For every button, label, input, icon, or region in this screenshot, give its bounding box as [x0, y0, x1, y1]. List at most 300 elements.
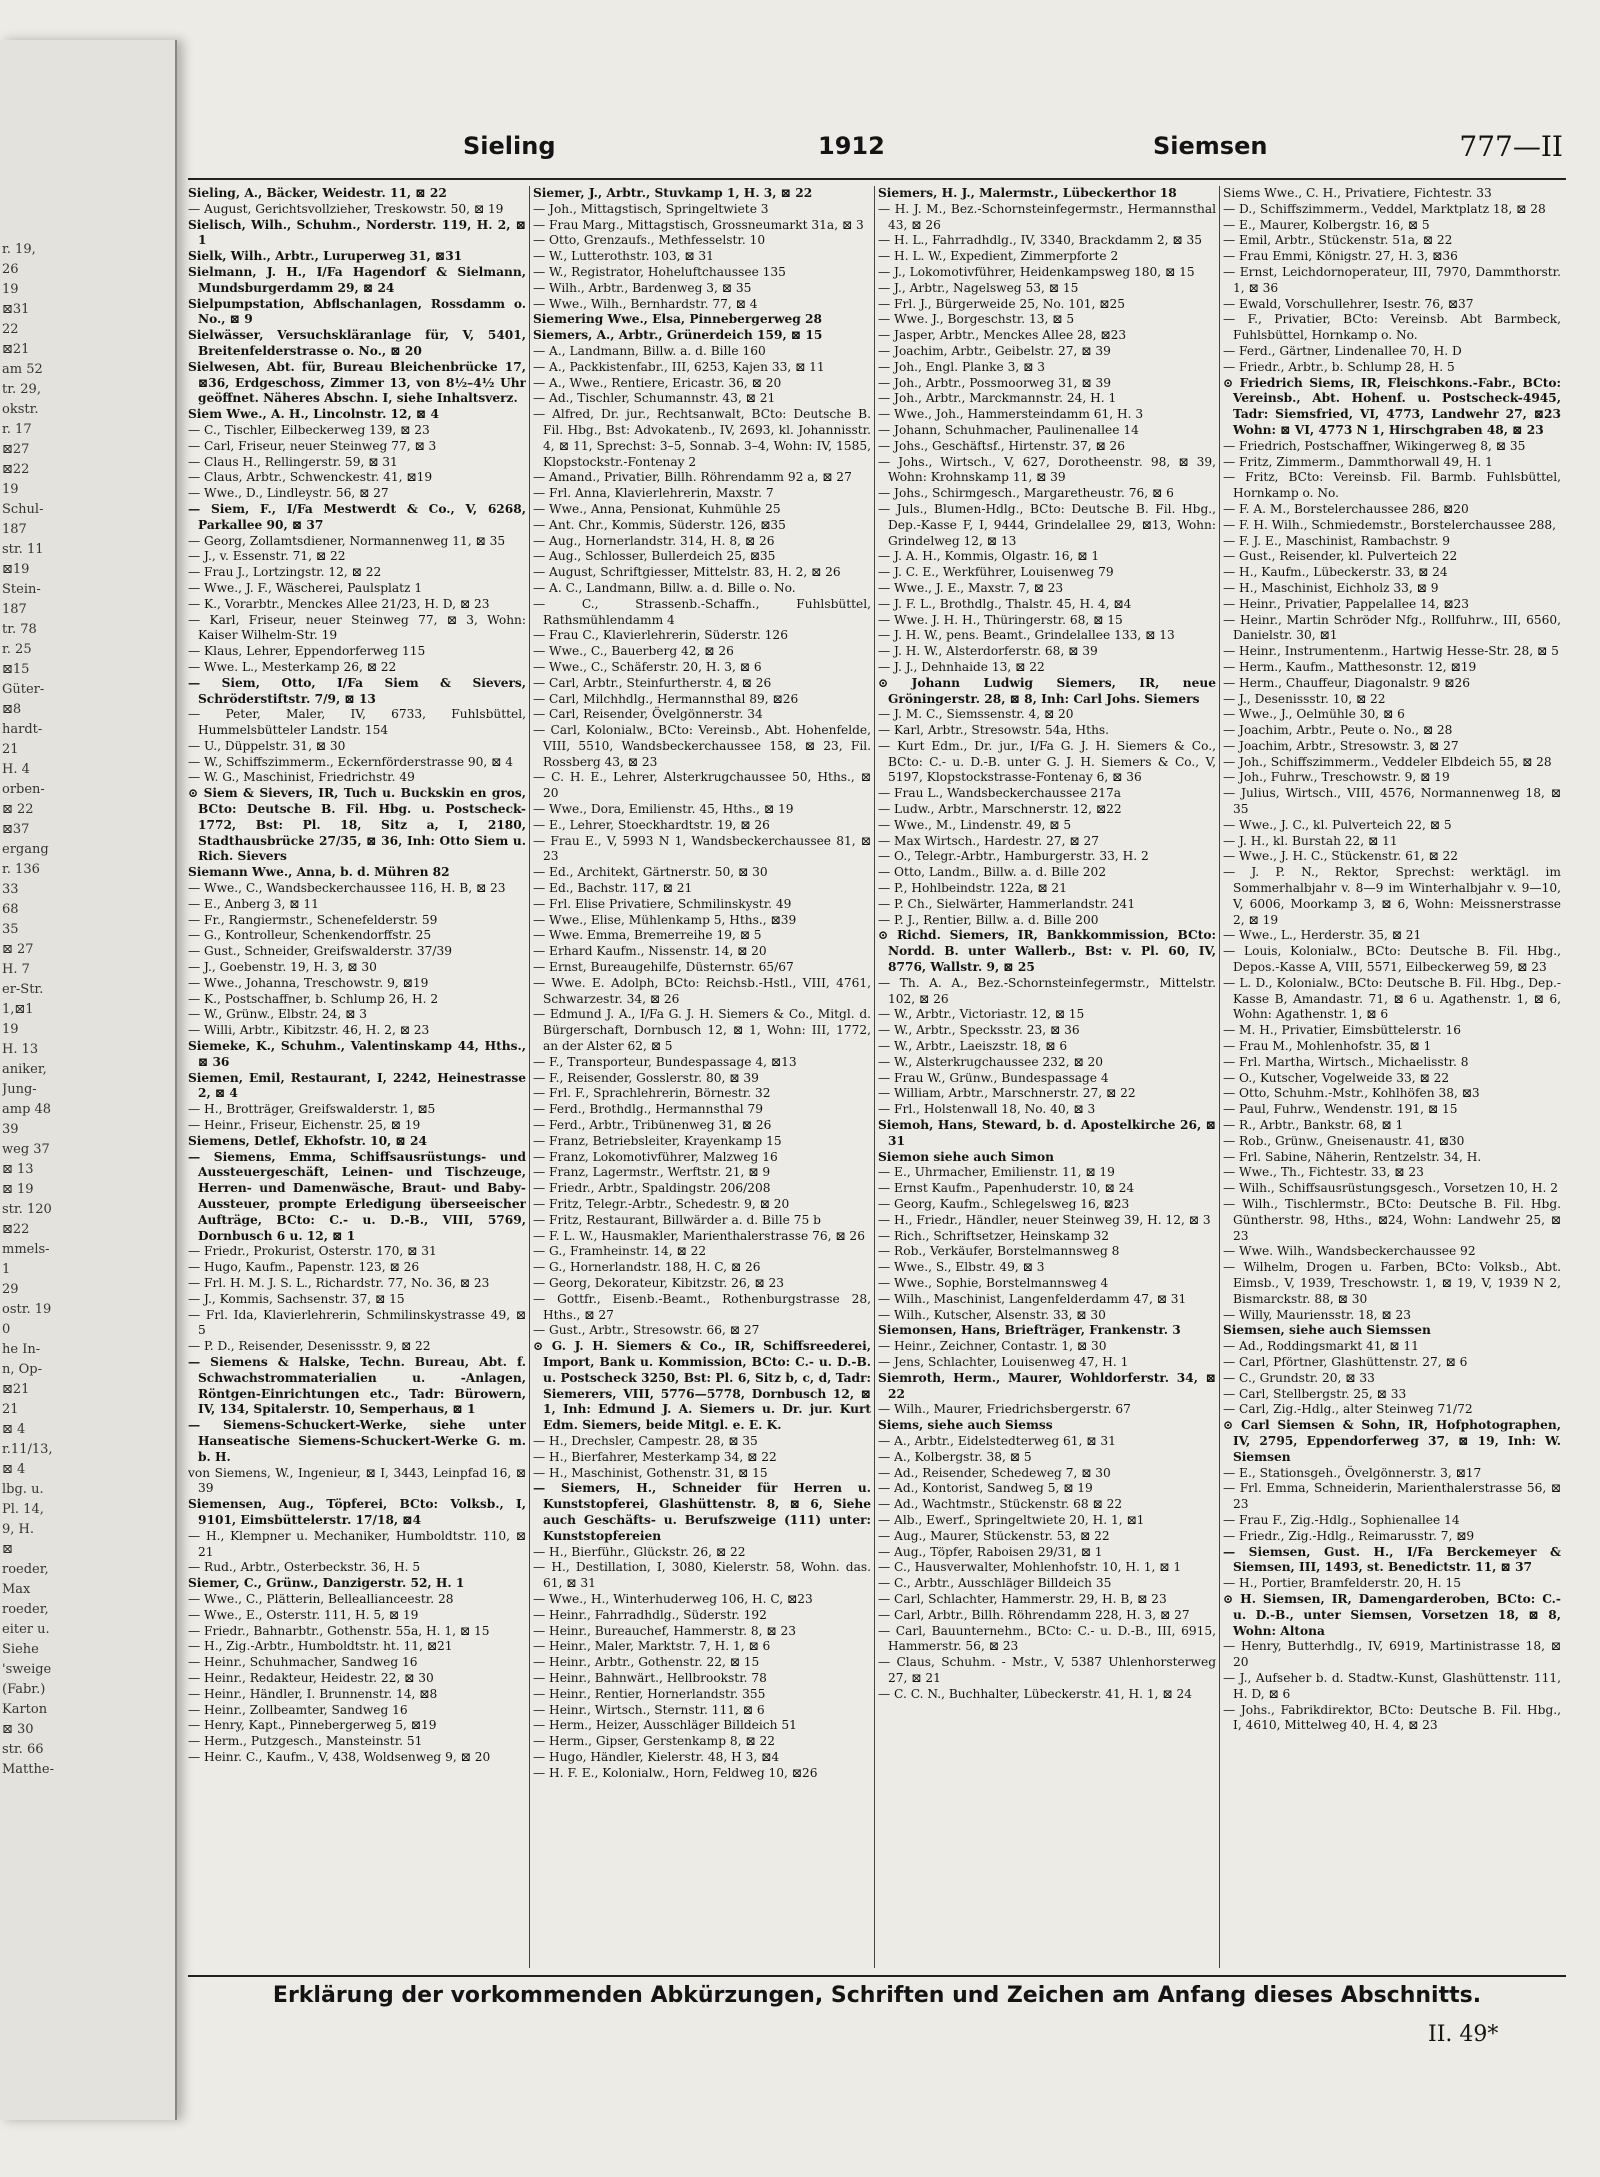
directory-entry: — G., Framheinstr. 14, ⊠ 22 — [533, 1244, 707, 1259]
directory-entry: — Frl. J., Bürgerweide 25, No. 101, ⊠25 — [878, 296, 1125, 311]
gutter-fragment: ⊠ — [2, 1542, 13, 1557]
directory-entry: — Wwe., Th., Fichtestr. 33, ⊠ 23 — [1223, 1165, 1424, 1180]
directory-entry: — J. A. H., Kommis, Olgastr. 16, ⊠ 1 — [878, 549, 1100, 564]
directory-entry: — J. M. C., Siemssenstr. 4, ⊠ 20 — [878, 707, 1074, 722]
directory-entry: — A., Packkistenfabr., III, 6253, Kajen 33, ⊠ 11 — [533, 359, 825, 374]
directory-entry: Siemon siehe auch Simon — [878, 1149, 1055, 1164]
directory-entry: — Siemens & Halske, Techn. Bureau, Abt. f. Schwachstrommaterialien u. -Anlagen, Röntgen-Einrichtungen etc., Tadr: Bürowern, IV, 134, Spitalerstr. 10, Semperhaus, ⊠ 1 — [188, 1354, 526, 1417]
directory-entry: — Heinr., Zollbeamter, Sandweg 16 — [188, 1702, 408, 1717]
gutter-fragment: Siehe — [2, 1642, 39, 1657]
directory-entry: — Ludw., Arbtr., Marschnerstr. 12, ⊠22 — [878, 802, 1122, 817]
gutter-fragment: 33 — [2, 882, 19, 897]
directory-entry: — Carl, Kolonialw., BCto: Vereinsb., Abt. Hohenfelde, VIII, 5510, Wandsbeckerchaussee 158, ⊠ 23, Fil. Rossberg 43, ⊠ 23 — [533, 723, 871, 769]
directory-entry: — Carl, Zig.-Hdlg., alter Steinweg 71/72 — [1223, 1402, 1473, 1417]
directory-entry: — Wwe., D., Lindleystr. 56, ⊠ 27 — [188, 486, 389, 501]
directory-entry: — Louis, Kolonialw., BCto: Deutsche B. Fil. Hbg., Depos.-Kasse A, VIII, 5571, Eilbeckerweg 59, ⊠ 23 — [1223, 944, 1561, 975]
gutter-fragment: r.11/13, — [2, 1442, 53, 1457]
gutter-fragment: r. 17 — [2, 422, 32, 437]
gutter-fragment: tr. 29, — [2, 382, 41, 397]
gutter-fragment: ostr. 19 — [2, 1302, 52, 1317]
directory-entry: — Frl., Holstenwall 18, No. 40, ⊠ 3 — [878, 1102, 1096, 1117]
gutter-fragment: Matthe- — [2, 1762, 54, 1777]
directory-entry: — Heinr. C., Kaufm., V, 438, Woldsenweg 9, ⊠ 20 — [188, 1749, 491, 1764]
directory-entry: — Heinr., Redakteur, Heidestr. 22, ⊠ 30 — [188, 1670, 434, 1685]
directory-entry: — Wwe., L., Herderstr. 35, ⊠ 21 — [1223, 928, 1422, 943]
directory-entry: ⊙ G. J. H. Siemers & Co., IR, Schiffsreederei, Import, Bank u. Kommission, BCto: C.- u. D.-B. u. Postscheck 3250, Bst: Pl. 6, Sitz b, c, d, Tadr: Siemerers, VIII, 5776—5778, Dornbusch 12, ⊠ 1, Inh: Edmund J. A. Siemers u. Dr. jur. Kurt Edm. Siemers, beide Mitgl. e. E. K. — [533, 1339, 871, 1433]
directory-entry: — H. F. E., Kolonialw., Horn, Feldweg 10, ⊠26 — [533, 1765, 818, 1780]
directory-entry: — Siemsen, Gust. H., I/Fa Berckemeyer & Siemsen, III, 1493, st. Benedictstr. 11, ⊠ 37 — [1223, 1544, 1561, 1575]
column-divider — [874, 186, 875, 1968]
directory-entry: — L. D., Kolonialw., BCto: Deutsche B. Fil. Hbg., Dep.-Kasse B, Amandastr. 71, ⊠ 6 u. Agathenstr. 1, ⊠ 6, Wohn: Agathenstr. 1, ⊠ 6 — [1223, 975, 1561, 1022]
gutter-fragment: roeder, — [2, 1602, 49, 1617]
directory-entry: — Frau L., Wandsbeckerchaussee 217a — [878, 786, 1122, 801]
page-header — [188, 132, 1563, 166]
directory-entry: — W., Arbtr., Laeiszstr. 18, ⊠ 6 — [878, 1039, 1068, 1054]
directory-entry: — A., Arbtr., Eidelstedterweg 61, ⊠ 31 — [878, 1433, 1116, 1448]
directory-entry: — Rud., Arbtr., Osterbeckstr. 36, H. 5 — [188, 1560, 421, 1575]
directory-entry: — Willi, Arbtr., Kibitzstr. 46, H. 2, ⊠ 23 — [188, 1023, 430, 1038]
directory-entry: — Carl, Reisender, Övelgönnerstr. 34 — [533, 707, 763, 722]
gutter-fragment: 1,⊠1 — [2, 1002, 34, 1017]
gutter-fragment: ⊠21 — [2, 342, 30, 357]
directory-entry: — Emil, Arbtr., Stückenstr. 51a, ⊠ 22 — [1223, 233, 1453, 248]
gutter-fragment: r. 25 — [2, 642, 32, 657]
directory-entry: — Claus H., Rellingerstr. 59, ⊠ 31 — [188, 454, 398, 469]
directory-entry: — Carl, Milchhdlg., Hermannsthal 89, ⊠26 — [533, 691, 799, 706]
directory-entry: — H. J. M., Bez.-Schornsteinfegermstr., Hermannsthal 43, ⊠ 26 — [878, 201, 1216, 232]
gutter-fragment: roeder, — [2, 1562, 49, 1577]
directory-entry: — Friedr., Bahnarbtr., Gothenstr. 55a, H. 1, ⊠ 15 — [188, 1623, 490, 1638]
directory-entry: — J., Lokomotivführer, Heidenkampsweg 180, ⊠ 15 — [878, 264, 1195, 279]
directory-entry: — F. L. W., Hausmakler, Marienthalerstrasse 76, ⊠ 26 — [533, 1228, 865, 1243]
header-last-entry: Siemsen — [1153, 132, 1268, 160]
directory-entry: — Wilh., Arbtr., Bardenweg 3, ⊠ 35 — [533, 280, 752, 295]
directory-entry: — J., Arbtr., Nagelsweg 53, ⊠ 15 — [878, 280, 1079, 295]
directory-entry: — Wwe., Joh., Hammersteindamm 61, H. 3 — [878, 407, 1144, 422]
directory-entry: — Ewald, Vorschullehrer, Isestr. 76, ⊠37 — [1223, 296, 1474, 311]
directory-entry: — J. C. E., Werkführer, Louisenweg 79 — [878, 565, 1114, 580]
gutter-fragment: ⊠ 13 — [2, 1162, 34, 1177]
directory-entry: — Gust., Arbtr., Stresowstr. 66, ⊠ 27 — [533, 1323, 760, 1338]
directory-entry: — Wwe. Emma, Bremerreihe 19, ⊠ 5 — [533, 928, 762, 943]
directory-entry: Siemoh, Hans, Steward, b. d. Apostelkirche 26, ⊠ 31 — [878, 1118, 1216, 1148]
directory-entry: — Henry, Kapt., Pinnebergerweg 5, ⊠19 — [188, 1718, 437, 1733]
directory-entry: — G., Hornerlandstr. 188, H. C, ⊠ 26 — [533, 1260, 761, 1275]
directory-entry: ⊙ Richd. Siemers, IR, Bankkommission, BCto: Nordd. B. unter Wallerb., Bst: v. Pl. 60, IV, 8776, Wallstr. 9, ⊠ 25 — [878, 928, 1216, 975]
directory-entry: — Siem, Otto, I/Fa Siem & Sievers, Schröderstiftstr. 7/9, ⊠ 13 — [188, 675, 526, 706]
directory-entry: Siemonsen, Hans, Briefträger, Frankenstr. 3 — [878, 1323, 1181, 1338]
directory-entry: — Ant. Chr., Kommis, Süderstr. 126, ⊠35 — [533, 517, 786, 532]
directory-entry: — Ed., Bachstr. 117, ⊠ 21 — [533, 881, 693, 896]
directory-entry: — Klaus, Lehrer, Eppendorferweg 115 — [188, 644, 426, 659]
directory-entry: — Frau W., Grünw., Bundespassage 4 — [878, 1070, 1109, 1085]
directory-entry: — Franz, Betriebsleiter, Krayenkamp 15 — [533, 1133, 782, 1148]
directory-entry: — Wwe., J. H. C., Stückenstr. 61, ⊠ 22 — [1223, 849, 1459, 864]
directory-entry: — Otto, Grenzaufs., Methfesselstr. 10 — [533, 233, 766, 248]
directory-entry: — C., Arbtr., Ausschläger Billdeich 35 — [878, 1576, 1112, 1591]
gutter-fragment: ⊠37 — [2, 822, 30, 837]
gutter-fragment: 187 — [2, 522, 27, 537]
directory-entry: — Franz, Lagermstr., Werftstr. 21, ⊠ 9 — [533, 1165, 771, 1180]
directory-entry: — Wwe. E. Adolph, BCto: Reichsb.-Hstl., VIII, 4761, Schwarzestr. 34, ⊠ 26 — [533, 975, 871, 1006]
gutter-fragment: 9, H. — [2, 1522, 35, 1537]
directory-entry: — H., Brotträger, Greifswalderstr. 1, ⊠5 — [188, 1102, 436, 1117]
directory-entry: — Georg, Zollamtsdiener, Normannenweg 11, ⊠ 35 — [188, 533, 506, 548]
directory-entry: — Heinr., Schuhmacher, Sandweg 16 — [188, 1655, 418, 1670]
directory-entry: — Frl. Martha, Wirtsch., Michaelisstr. 8 — [1223, 1054, 1469, 1069]
directory-entry: — F., Transporteur, Bundespassage 4, ⊠13 — [533, 1054, 797, 1069]
directory-entry: — Willy, Mauriensstr. 18, ⊠ 23 — [1223, 1307, 1411, 1322]
directory-entry: — Heinr., Bahnwärt., Hellbrookstr. 78 — [533, 1670, 767, 1685]
directory-entry: — H., Drechsler, Campestr. 28, ⊠ 35 — [533, 1433, 758, 1448]
directory-entry: Sielk, Wilh., Arbtr., Luruperweg 31, ⊠31 — [188, 249, 463, 264]
directory-entry: — A., Kolbergstr. 38, ⊠ 5 — [878, 1449, 1032, 1464]
directory-entry: — Johs., Fabrikdirektor, BCto: Deutsche B. Fil. Hbg., I, 4610, Mittelweg 40, H. 4, ⊠ 23 — [1223, 1702, 1561, 1733]
gutter-fragment: H. 13 — [2, 1042, 39, 1057]
directory-entry: — Joachim, Arbtr., Geibelstr. 27, ⊠ 39 — [878, 343, 1111, 358]
directory-entry: — Amand., Privatier, Billh. Röhrendamm 92 a, ⊠ 27 — [533, 470, 852, 485]
directory-entry: Siemer, J., Arbtr., Stuvkamp 1, H. 3, ⊠ 22 — [533, 186, 813, 200]
directory-entry: — C., Strassenb.-Schaffn., Fuhlsbüttel, Rathsmühlendamm 4 — [533, 596, 871, 627]
directory-entry: — Heinr., Zeichner, Contastr. 1, ⊠ 30 — [878, 1339, 1107, 1354]
gutter-fragment: str. 120 — [2, 1202, 52, 1217]
directory-entry: — Aug., Hornerlandstr. 314, H. 8, ⊠ 26 — [533, 533, 775, 548]
directory-entry: — J., Kommis, Sachsenstr. 37, ⊠ 15 — [188, 1291, 405, 1306]
directory-entry: — Wwe., Dora, Emilienstr. 45, Hths., ⊠ 19 — [533, 802, 794, 817]
directory-entry: — H., Maschinist, Eichholz 33, ⊠ 9 — [1223, 580, 1439, 595]
directory-entry: — Hugo, Kaufm., Papenstr. 123, ⊠ 26 — [188, 1260, 420, 1275]
directory-entry: — Karl, Arbtr., Stresowstr. 54a, Hths. — [878, 723, 1110, 738]
column-2 — [533, 186, 871, 1968]
directory-entry: — H., Friedr., Händler, neuer Steinweg 39, H. 12, ⊠ 3 — [878, 1212, 1211, 1227]
directory-entry: — Ferd., Gärtner, Lindenallee 70, H. D — [1223, 343, 1462, 358]
directory-entry: — Johs., Wirtsch., V, 627, Dorotheenstr. 98, ⊠ 39, Wohn: Krohnskamp 11, ⊠ 39 — [878, 454, 1216, 485]
directory-entry: — W., Registrator, Hoheluftchaussee 135 — [533, 264, 786, 279]
directory-entry: — Herm., Kaufm., Matthesonstr. 12, ⊠19 — [1223, 659, 1477, 674]
directory-entry: — Herm., Putzgesch., Mansteinstr. 51 — [188, 1734, 423, 1749]
gutter-fragment: Stein- — [2, 582, 41, 597]
directory-entry: — R., Arbtr., Bankstr. 68, ⊠ 1 — [1223, 1118, 1404, 1133]
directory-columns — [188, 186, 1566, 1968]
directory-entry: — Ad., Kontorist, Sandweg 5, ⊠ 19 — [878, 1481, 1093, 1496]
directory-entry: — Wwe., C., Plätterin, Belleallianceestr. 28 — [188, 1591, 454, 1606]
directory-entry: — Joh., Fuhrw., Treschowstr. 9, ⊠ 19 — [1223, 770, 1450, 785]
directory-entry: ⊙ Carl Siemsen & Sohn, IR, Hofphotographen, IV, 2795, Eppendorferweg 37, ⊠ 19, Inh: W. Siemsen — [1223, 1418, 1561, 1464]
directory-entry: — Wilh., Maschinist, Langenfelderdamm 47, ⊠ 31 — [878, 1291, 1187, 1306]
column-divider — [1219, 186, 1220, 1968]
directory-entry: — F. J. E., Maschinist, Rambachstr. 9 — [1223, 533, 1450, 548]
directory-entry: — Frau E., V, 5993 N 1, Wandsbeckerchaussee 81, ⊠ 23 — [533, 833, 871, 864]
gutter-fragment: ⊠8 — [2, 702, 22, 717]
gutter-fragment: Jung- — [2, 1082, 37, 1097]
directory-entry: Siemens, Detlef, Ekhofstr. 10, ⊠ 24 — [188, 1133, 427, 1148]
directory-entry: — August, Gerichtsvollzieher, Treskowstr. 50, ⊠ 19 — [188, 201, 504, 216]
gutter-fragment: ergang — [2, 842, 49, 857]
directory-entry: — F. A. M., Borstelerchaussee 286, ⊠20 — [1223, 501, 1469, 516]
directory-entry: Siemeke, K., Schuhm., Valentinskamp 44, Hths., ⊠ 36 — [188, 1039, 526, 1069]
directory-entry: — Frau Marg., Mittagstisch, Grossneumarkt 31a, ⊠ 3 — [533, 217, 864, 232]
directory-entry: Siemers, H. J., Malermstr., Lübeckerthor 18 — [878, 186, 1177, 200]
directory-entry: — Carl, Arbtr., Billh. Röhrendamm 228, H. 3, ⊠ 27 — [878, 1607, 1190, 1622]
sheet-signature: II. 49* — [1428, 2022, 1499, 2047]
directory-entry: Siemers, A., Arbtr., Grünerdeich 159, ⊠ 15 — [533, 328, 823, 343]
gutter-fragment: 35 — [2, 922, 19, 937]
directory-entry: — Aug., Maurer, Stückenstr. 53, ⊠ 22 — [878, 1528, 1110, 1543]
directory-entry: — Friedr., Prokurist, Osterstr. 170, ⊠ 31 — [188, 1244, 437, 1259]
directory-entry: — K., Postschaffner, b. Schlump 26, H. 2 — [188, 991, 439, 1006]
directory-entry: — Carl, Bauunternehm., BCto: C.- u. D.-B., III, 6915, Hammerstr. 56, ⊠ 23 — [878, 1623, 1216, 1654]
gutter-fragment: er-Str. — [2, 982, 44, 997]
directory-entry: — Heinr., Fahrradhdlg., Süderstr. 192 — [533, 1607, 767, 1622]
gutter-fragment: weg 37 — [2, 1142, 50, 1157]
directory-entry: — Wilh., Maurer, Friedrichsbergerstr. 67 — [878, 1402, 1131, 1417]
directory-entry: — H. L. W., Expedient, Zimmerpforte 2 — [878, 249, 1119, 264]
directory-entry: — Heinr., Maler, Marktstr. 7, H. 1, ⊠ 6 — [533, 1639, 771, 1654]
gutter-fragment: str. 66 — [2, 1742, 44, 1757]
gutter-fragment: ⊠ 30 — [2, 1722, 34, 1737]
header-rule — [188, 178, 1566, 180]
directory-entry: Sielmann, J. H., I/Fa Hagendorf & Sielmann, Mundsburgerdamm 29, ⊠ 24 — [188, 264, 526, 295]
directory-entry: — J. F. L., Brothdlg., Thalstr. 45, H. 4, ⊠4 — [878, 596, 1132, 611]
directory-entry: — Ferd., Brothdlg., Hermannsthal 79 — [533, 1102, 764, 1117]
directory-entry: — H., Portier, Bramfelderstr. 20, H. 15 — [1223, 1576, 1462, 1591]
directory-entry: — P. D., Reisender, Desenissstr. 9, ⊠ 22 — [188, 1339, 431, 1354]
directory-entry: — Carl, Stellbergstr. 25, ⊠ 33 — [1223, 1386, 1407, 1401]
directory-entry: — Max Wirtsch., Hardestr. 27, ⊠ 27 — [878, 833, 1100, 848]
directory-entry: — Hugo, Händler, Kielerstr. 48, H 3, ⊠4 — [533, 1749, 780, 1764]
directory-entry: — Wwe., C., Wandsbeckerchaussee 116, H. B, ⊠ 23 — [188, 881, 506, 896]
directory-entry: Siemer, C., Grünw., Danzigerstr. 52, H. 1 — [188, 1576, 465, 1591]
gutter-fragment: r. 19, — [2, 242, 36, 257]
directory-entry: — Alfred, Dr. jur., Rechtsanwalt, BCto: Deutsche B. Fil. Hbg., Bst: Advokatenb., IV, 2693, kl. Johannisstr. 4, ⊠ 11, Sprechst: 3–5, Sonnab. 3–4, Wohn: IV, 1585, Klopstockstr.-Fontenay 2 — [533, 407, 871, 469]
directory-entry: — Siemens, Emma, Schiffsausrüstungs- und Aussteuergeschäft, Leinen- und Tischzeuge, Herren- und Damenwäsche, Braut- und Baby-Aussteuer, prompte Erledigung überseeischer Aufträge, BCto: C.- u. D.-B., VIII, 5769, Dornbusch 6 u. 12, ⊠ 1 — [188, 1149, 526, 1243]
directory-entry: — Johs., Geschäftsf., Hirtenstr. 37, ⊠ 26 — [878, 438, 1126, 453]
page-number: 777—II — [1459, 130, 1563, 163]
directory-entry: — Carl, Schlachter, Hammerstr. 29, H. B, ⊠ 23 — [878, 1591, 1167, 1606]
gutter-fragment: Güter- — [2, 682, 45, 697]
directory-entry: — Joh., Arbtr., Marckmannstr. 24, H. 1 — [878, 391, 1117, 406]
directory-entry: — Frl. H. M. J. S. L., Richardstr. 77, No. 36, ⊠ 23 — [188, 1275, 490, 1290]
directory-entry: — Rob., Grünw., Gneisenaustr. 41, ⊠30 — [1223, 1133, 1465, 1148]
directory-entry: — J. H. W., pens. Beamt., Grindelallee 133, ⊠ 13 — [878, 628, 1175, 643]
directory-entry: — H., Maschinist, Gothenstr. 31, ⊠ 15 — [533, 1465, 768, 1480]
directory-entry: — P. J., Rentier, Billw. a. d. Bille 200 — [878, 912, 1099, 927]
directory-entry: — Siemers, H., Schneider für Herren u. Kunststopferei, Glashüttenstr. 8, ⊠ 6, Siehe auch Geschäfts- u. Berufszweige (111) unter: Kunststopfereien — [533, 1481, 871, 1543]
directory-entry: — O., Kutscher, Vogelweide 33, ⊠ 22 — [1223, 1070, 1450, 1085]
directory-entry: — Wwe. Wilh., Wandsbeckerchaussee 92 — [1223, 1244, 1476, 1259]
directory-entry: — C., Tischler, Eilbeckerweg 139, ⊠ 23 — [188, 422, 430, 437]
gutter-fragment: n, Op- — [2, 1362, 43, 1377]
directory-entry: — E., Stationsgeh., Övelgönnerstr. 3, ⊠17 — [1223, 1465, 1482, 1480]
directory-entry: — W., Grünw., Elbstr. 24, ⊠ 3 — [188, 1007, 368, 1022]
directory-entry: — Joh., Arbtr., Possmoorweg 31, ⊠ 39 — [878, 375, 1111, 390]
directory-entry: — H., Zig.-Arbtr., Humboldtstr. ht. 11, ⊠21 — [188, 1639, 453, 1654]
directory-entry: — Wilh., Schiffsausrüstungsgesch., Vorsetzen 10, H. 2 — [1223, 1181, 1558, 1196]
directory-entry: ⊙ Johann Ludwig Siemers, IR, neue Gröningerstr. 28, ⊠ 8, Inh: Carl Johs. Siemers — [878, 675, 1216, 706]
directory-entry: — F., Reisender, Gosslerstr. 80, ⊠ 39 — [533, 1070, 759, 1085]
directory-entry: — Heinr., Martin Schröder Nfg., Rollfuhrw., III, 6560, Danielstr. 30, ⊠1 — [1223, 612, 1561, 643]
directory-entry: — O., Telegr.-Arbtr., Hamburgerstr. 33, H. 2 — [878, 849, 1149, 864]
gutter-fragment: ⊠15 — [2, 662, 30, 677]
directory-entry: — J. P. N., Rektor, Sprechst: werktägl. im Sommerhalbjahr v. 8—9 im Winterhalbjahr v. 9—10, V, 6006, Moorkamp 3, ⊠ 6, Wohn: Meissnerstrasse 2, ⊠ 19 — [1223, 865, 1561, 927]
gutter-fragment: 22 — [2, 322, 19, 337]
directory-entry: — Julius, Wirtsch., VIII, 4576, Normannenweg 18, ⊠ 35 — [1223, 786, 1561, 817]
gutter-fragment: ⊠31 — [2, 302, 30, 317]
abbreviation-note: Erklärung der vorkommenden Abkürzungen, Schriften und Zeichen am Anfang dieses Abschnitts. — [188, 1975, 1566, 2023]
directory-entry: — M. H., Privatier, Eimsbüttelerstr. 16 — [1223, 1023, 1461, 1038]
directory-entry: — H., Klempner u. Mechaniker, Humboldtstr. 110, ⊠ 21 — [188, 1528, 526, 1559]
gutter-fragment: 26 — [2, 262, 19, 277]
directory-entry: — Aug., Töpfer, Raboisen 29/31, ⊠ 1 — [878, 1544, 1103, 1559]
directory-entry: — Wwe. J., Borgeschstr. 13, ⊠ 5 — [878, 312, 1075, 327]
directory-entry: — E., Uhrmacher, Emilienstr. 11, ⊠ 19 — [878, 1165, 1115, 1180]
gutter-fragment: ⊠22 — [2, 462, 30, 477]
directory-entry: — Ferd., Arbtr., Tribünenweg 31, ⊠ 26 — [533, 1118, 772, 1133]
directory-entry: — Wwe., H., Winterhuderweg 106, H. C, ⊠23 — [533, 1591, 813, 1606]
directory-entry: — Joachim, Arbtr., Peute o. No., ⊠ 28 — [1223, 723, 1453, 738]
directory-entry: — H., Kaufm., Lübeckerstr. 33, ⊠ 24 — [1223, 565, 1448, 580]
directory-entry: — Th. A. A., Bez.-Schornsteinfegermstr., Mittelstr. 102, ⊠ 26 — [878, 975, 1216, 1006]
directory-entry: — Carl, Pförtner, Glashüttenstr. 27, ⊠ 6 — [1223, 1354, 1468, 1369]
directory-entry: — Frau J., Lortzingstr. 12, ⊠ 22 — [188, 565, 382, 580]
directory-entry: ⊙ Siem & Sievers, IR, Tuch u. Buckskin en gros, BCto: Deutsche B. Fil. Hbg. u. Postscheck- 1772, Bst: Pl. 18, Sitz a, I, 2180, Stadthausbrücke 27/35, ⊠ 36, Inh: Otto Siem u. Rich. Sievers — [188, 786, 526, 864]
directory-entry: — Wwe., M., Lindenstr. 49, ⊠ 5 — [878, 817, 1072, 832]
directory-entry: — Peter, Maler, IV, 6733, Fuhlsbüttel, Hummelsbütteler Landstr. 154 — [188, 707, 526, 738]
gutter-fragment: 39 — [2, 1122, 19, 1137]
directory-entry: — E., Lehrer, Stoeckhardtstr. 19, ⊠ 26 — [533, 817, 770, 832]
directory-entry: — Ad., Roddingsmarkt 41, ⊠ 11 — [1223, 1339, 1419, 1354]
directory-entry: — Heinr., Arbtr., Gothenstr. 22, ⊠ 15 — [533, 1655, 760, 1670]
directory-entry: — Jasper, Arbtr., Menckes Allee 28, ⊠23 — [878, 328, 1127, 343]
directory-entry: — Erhard Kaufm., Nissenstr. 14, ⊠ 20 — [533, 944, 767, 959]
directory-entry: — Frau M., Mohlenhofstr. 35, ⊠ 1 — [1223, 1039, 1432, 1054]
gutter-fragment: (Fabr.) — [2, 1682, 46, 1697]
gutter-fragment: r. 136 — [2, 862, 40, 877]
directory-entry: — P. Ch., Sielwärter, Hammerlandstr. 241 — [878, 896, 1136, 911]
gutter-fragment: hardt- — [2, 722, 43, 737]
gutter-fragment: 19 — [2, 482, 19, 497]
directory-entry: — Karl, Friseur, neuer Steinweg 77, ⊠ 3, Wohn: Kaiser Wilhelm-Str. 19 — [188, 612, 526, 643]
gutter-fragment: tr. 78 — [2, 622, 37, 637]
directory-entry: — Wilh., Kutscher, Alsenstr. 33, ⊠ 30 — [878, 1307, 1106, 1322]
directory-entry: — Ed., Architekt, Gärtnerstr. 50, ⊠ 30 — [533, 865, 768, 880]
directory-entry: — K., Vorarbtr., Menckes Allee 21/23, H. D, ⊠ 23 — [188, 596, 490, 611]
directory-entry: — J., v. Essenstr. 71, ⊠ 22 — [188, 549, 346, 564]
directory-entry: — Wwe., J. E., Maxstr. 7, ⊠ 23 — [878, 580, 1064, 595]
gutter-fragment: str. 11 — [2, 542, 44, 557]
directory-entry: — Heinr., Händler, I. Brunnenstr. 14, ⊠8 — [188, 1686, 438, 1701]
directory-entry: — Herm., Heizer, Ausschläger Billdeich 51 — [533, 1718, 797, 1733]
gutter-fragment: 29 — [2, 1282, 19, 1297]
directory-entry: — Frl. Emma, Schneiderin, Marienthalerstrasse 56, ⊠ 23 — [1223, 1481, 1561, 1512]
directory-entry: — A., Wwe., Rentiere, Ericastr. 36, ⊠ 20 — [533, 375, 782, 390]
gutter-fragment: Schul- — [2, 502, 44, 517]
directory-entry: — Heinr., Bureauchef, Hammerstr. 8, ⊠ 23 — [533, 1623, 796, 1638]
directory-entry: — Johs., Schirmgesch., Margaretheustr. 76, ⊠ 6 — [878, 486, 1174, 501]
directory-entry: — Heinr., Wirtsch., Sternstr. 111, ⊠ 6 — [533, 1702, 765, 1717]
directory-entry: — Kurt Edm., Dr. jur., I/Fa G. J. H. Siemers & Co., BCto: C.- u. D.-B. unter G. J. H. Siemers & Co., V, 5197, Klopstockstrasse-Fontenay 6, ⊠ 36 — [878, 738, 1216, 785]
directory-entry: — Frau Emmi, Königstr. 27, H. 3, ⊠36 — [1223, 249, 1458, 264]
directory-entry: — Joh., Engl. Planke 3, ⊠ 3 — [878, 359, 1045, 374]
directory-entry: von Siemens, W., Ingenieur, ⊠ I, 3443, Leinpfad 16, ⊠ 39 — [188, 1465, 526, 1496]
column-1 — [188, 186, 526, 1968]
directory-entry: — J., Aufseher b. d. Stadtw.-Kunst, Glashüttenstr. 111, H. D, ⊠ 6 — [1223, 1670, 1561, 1701]
directory-entry: — E., Maurer, Kolbergstr. 16, ⊠ 5 — [1223, 217, 1430, 232]
directory-entry: — Wwe. J. H. H., Thüringerstr. 68, ⊠ 15 — [878, 612, 1123, 627]
previous-page-edge — [0, 40, 177, 2120]
gutter-fragment: eiter u. — [2, 1622, 50, 1637]
directory-entry: — Herm., Chauffeur, Diagonalstr. 9 ⊠26 — [1223, 675, 1470, 690]
directory-entry: — Friedr., Arbtr., Spaldingstr. 206/208 — [533, 1181, 771, 1196]
directory-entry: — Fritz, BCto: Vereinsb. Fil. Barmb. Fuhlsbüttel, Hornkamp o. No. — [1223, 470, 1561, 501]
directory-entry: Sielwässer, Versuchskläranlage für, V, 5401, Breitenfelderstrasse o. No., ⊠ 20 — [188, 328, 526, 358]
directory-entry: — Johann, Schuhmacher, Paulinenallee 14 — [878, 422, 1139, 437]
directory-entry: — Frau F., Zig.-Hdlg., Sophienallee 14 — [1223, 1512, 1460, 1527]
gutter-fragment: ⊠ 19 — [2, 1182, 34, 1197]
directory-entry: — H., Bierführ., Glückstr. 26, ⊠ 22 — [533, 1544, 746, 1559]
gutter-fragment: Pl. 14, — [2, 1502, 44, 1517]
gutter-fragment: H. 4 — [2, 762, 30, 777]
directory-entry: — Fritz, Restaurant, Billwärder a. d. Bille 75 b — [533, 1212, 821, 1227]
gutter-fragment: Karton — [2, 1702, 48, 1717]
gutter-fragment: ⊠19 — [2, 562, 30, 577]
directory-entry: — E., Anberg 3, ⊠ 11 — [188, 896, 319, 911]
directory-entry: — Wilh., Tischlermstr., BCto: Deutsche B. Fil. Hbg. Güntherstr. 98, Hths., ⊠24, Wohn: Landwehr 25, ⊠ 23 — [1223, 1197, 1561, 1243]
directory-entry: Siemsen, siehe auch Siemssen — [1223, 1323, 1431, 1338]
directory-entry: — H., Bierfahrer, Mesterkamp 34, ⊠ 22 — [533, 1449, 777, 1464]
directory-entry: Siemering Wwe., Elsa, Pinnebergerweg 28 — [533, 312, 822, 327]
gutter-fragment: 21 — [2, 742, 19, 757]
directory-entry: — Wwe., J., Oelmühle 30, ⊠ 6 — [1223, 707, 1405, 722]
gutter-fragment: ⊠ 4 — [2, 1462, 26, 1477]
directory-entry: — Siem, F., I/Fa Mestwerdt & Co., V, 6268, Parkallee 90, ⊠ 37 — [188, 501, 526, 532]
directory-entry: — Rob., Verkäufer, Borstelmannsweg 8 — [878, 1244, 1120, 1259]
directory-entry: — Otto, Schuhm.-Mstr., Kohlhöfen 38, ⊠3 — [1223, 1086, 1480, 1101]
directory-entry: — Gust., Reisender, kl. Pulverteich 22 — [1223, 549, 1458, 564]
directory-entry: — Georg, Kaufm., Schlegelsweg 16, ⊠23 — [878, 1197, 1130, 1211]
gutter-fragment: ⊠21 — [2, 1382, 30, 1397]
directory-entry: Siemen, Emil, Restaurant, I, 2242, Heinestrasse 2, ⊠ 4 — [188, 1070, 526, 1101]
directory-entry: — C. C. N., Buchhalter, Lübeckerstr. 41, H. 1, ⊠ 24 — [878, 1686, 1193, 1701]
directory-entry: — C., Hausverwalter, Mohlenhofstr. 10, H. 1, ⊠ 1 — [878, 1560, 1182, 1575]
directory-entry: — Wwe., C., Schäferstr. 20, H. 3, ⊠ 6 — [533, 659, 762, 674]
directory-entry: — Ad., Tischler, Schumannstr. 43, ⊠ 21 — [533, 391, 776, 406]
directory-entry: — H., Destillation, I, 3080, Kielerstr. 58, Wohn. das. 61, ⊠ 31 — [533, 1560, 871, 1591]
directory-entry: — Wwe., S., Elbstr. 49, ⊠ 3 — [878, 1260, 1045, 1275]
directory-entry: — Georg, Dekorateur, Kibitzstr. 26, ⊠ 23 — [533, 1275, 784, 1290]
directory-entry: Siemann Wwe., Anna, b. d. Mühren 82 — [188, 865, 450, 880]
directory-entry: — P., Hohlbeindstr. 122a, ⊠ 21 — [878, 881, 1067, 896]
directory-entry: — Frl. Sabine, Näherin, Rentzelstr. 34, H. — [1223, 1149, 1482, 1164]
directory-entry: — Juls., Blumen-Hdlg., BCto: Deutsche B. Fil. Hbg., Dep.-Kasse F, I, 9444, Grindelallee 29, ⊠13, Wohn: Grindelweg 12, ⊠ 13 — [878, 501, 1216, 548]
directory-entry: — C. H. E., Lehrer, Alsterkrugchaussee 50, Hths., ⊠ 20 — [533, 770, 871, 801]
directory-entry: — Ad., Wachtmstr., Stückenstr. 68 ⊠ 22 — [878, 1497, 1123, 1512]
directory-entry: — Wwe., J. C., kl. Pulverteich 22, ⊠ 5 — [1223, 817, 1452, 832]
gutter-fragment: aniker, — [2, 1062, 47, 1077]
gutter-fragment: ⊠ 27 — [2, 942, 34, 957]
directory-entry: — Friedr., Arbtr., b. Schlump 28, H. 5 — [1223, 359, 1455, 374]
directory-entry: — D., Schiffszimmerm., Veddel, Marktplatz 18, ⊠ 28 — [1223, 201, 1546, 216]
directory-entry: — Heinr., Rentier, Hornerlandstr. 355 — [533, 1686, 766, 1701]
directory-entry: — Frau C., Klavierlehrerin, Süderstr. 126 — [533, 628, 788, 643]
directory-entry: — Franz, Lokomotivführer, Malzweg 16 — [533, 1149, 778, 1164]
directory-entry: — Paul, Fuhrw., Wendenstr. 191, ⊠ 15 — [1223, 1102, 1458, 1117]
directory-entry: — J. J., Dehnhaide 13, ⊠ 22 — [878, 659, 1045, 674]
directory-entry: — J. H., kl. Burstah 22, ⊠ 11 — [1223, 833, 1398, 848]
directory-entry: — Wwe. L., Mesterkamp 26, ⊠ 22 — [188, 659, 397, 674]
gutter-fragment: 'sweige — [2, 1662, 52, 1677]
directory-entry: — Frl. Anna, Klavierlehrerin, Maxstr. 7 — [533, 486, 774, 501]
